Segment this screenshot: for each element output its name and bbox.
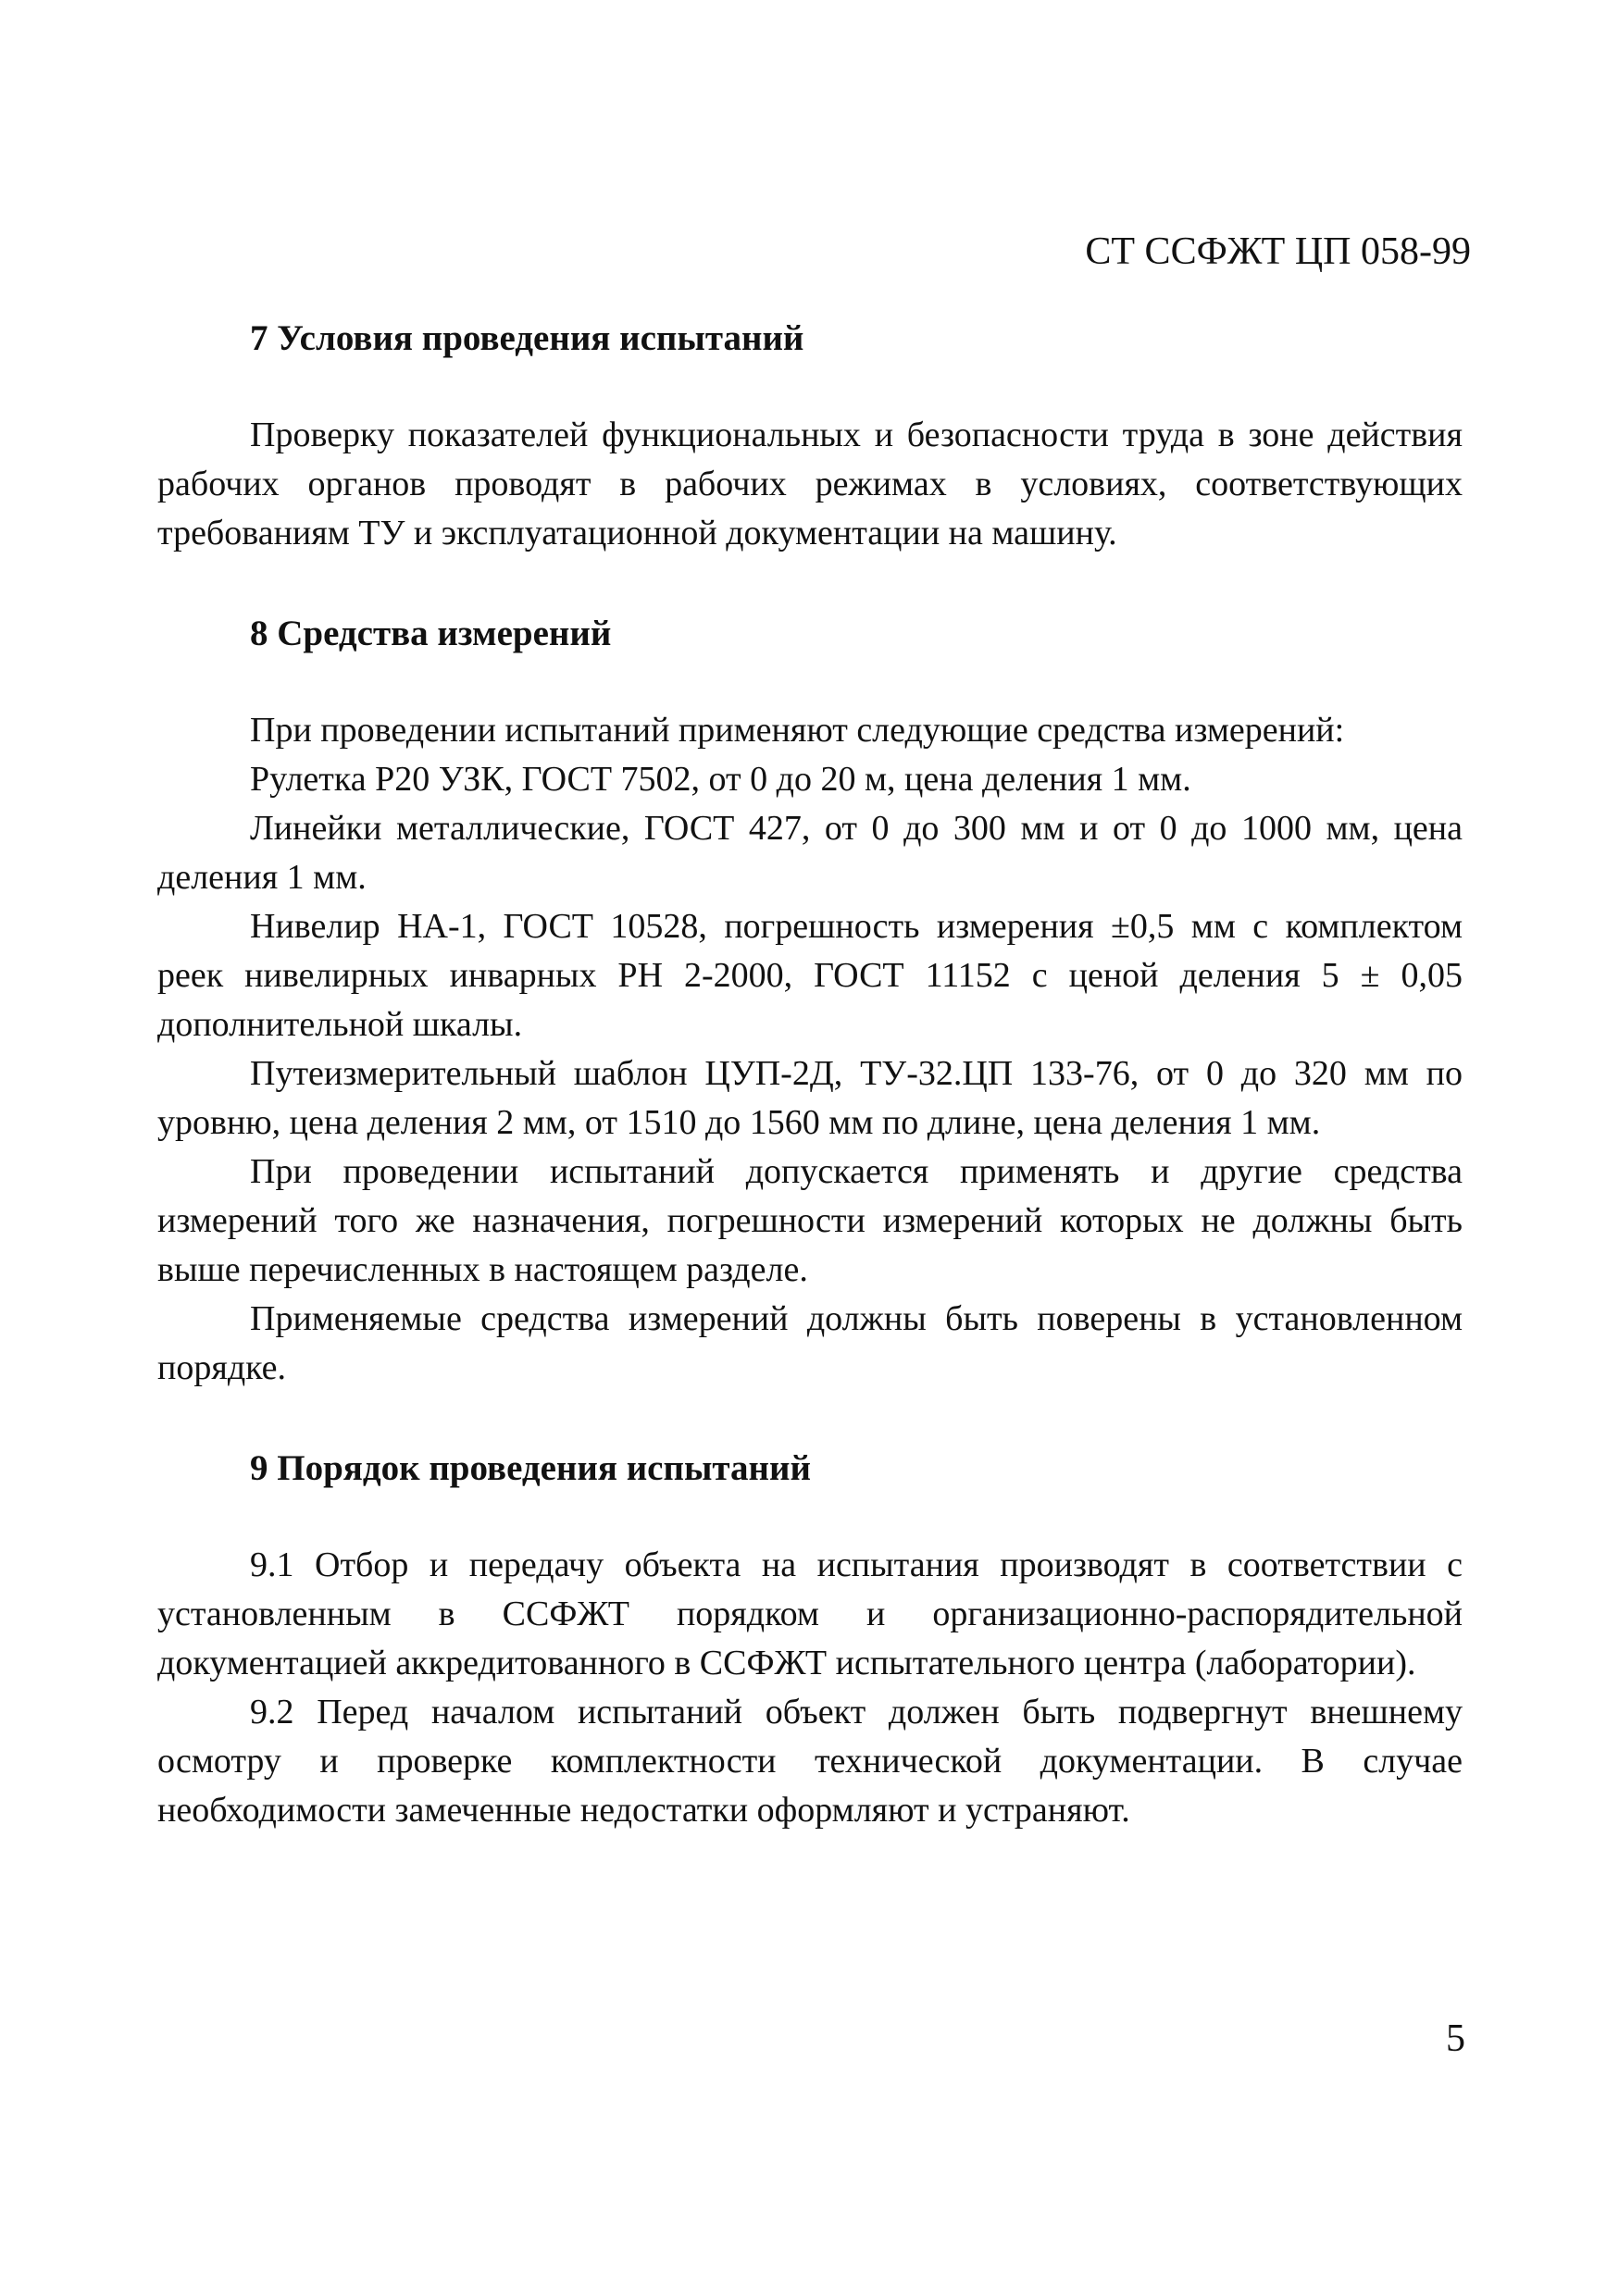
section-8 bbox=[157, 610, 1463, 1393]
paragraph: Путеизмерительный шаблон ЦУП-2Д, ТУ-32.ЦП 133-76, от 0 до 320 мм по уровню, цена деления 2 мм, от 1510 до 1560 мм по длине, цена деления 1 мм. bbox=[157, 1054, 1463, 1142]
paragraph: Применяемые средства измерений должны быть поверены в установленном порядке. bbox=[157, 1299, 1463, 1387]
paragraph: При проведении испытаний допускается применять и другие средства измерений того же назначения, погрешности измерений которых не должны быть выше перечисленных в настоящем разделе. bbox=[157, 1152, 1463, 1289]
section-heading: 8 Средства измерений bbox=[250, 614, 612, 653]
paragraph: Нивелир НА-1, ГОСТ 10528, погрешность измерения ±0,5 мм с комплектом реек нивелирных инварных РН 2-2000, ГОСТ 11152 с ценой деления 5 ± 0,05 дополнительной шкалы. bbox=[157, 907, 1463, 1044]
page-number: 5 bbox=[1446, 2017, 1465, 2060]
paragraph: Проверку показателей функциональных и безопасности труда в зоне действия рабочих органов проводят в рабочих режимах в условиях, соответствующих требованиям ТУ и эксплуатационной документации на машину. bbox=[157, 416, 1463, 552]
document-body bbox=[157, 315, 1463, 1835]
paragraph: Линейки металлические, ГОСТ 427, от 0 до 300 мм и от 0 до 1000 мм, цена деления 1 мм. bbox=[157, 809, 1463, 897]
section-heading: 7 Условия проведения испытаний bbox=[250, 318, 804, 358]
paragraph: Рулетка Р20 УЗК, ГОСТ 7502, от 0 до 20 м, цена деления 1 мм. bbox=[250, 760, 1191, 799]
section-9 bbox=[157, 1445, 1463, 1835]
paragraph: 9.1 Отбор и передачу объекта на испытания производят в соответствии с установленным в ССФЖТ порядком и организационно-распорядительной документацией аккредитованного в ССФЖТ испытательного центра (лаборатории). bbox=[157, 1545, 1463, 1682]
paragraph: 9.2 Перед началом испытаний объект должен быть подвергнут внешнему осмотру и проверке комплектности технической документации. В случае необходимости замеченные недостатки оформляют и устраняют. bbox=[157, 1693, 1463, 1830]
section-heading: 9 Порядок проведения испытаний bbox=[250, 1448, 811, 1488]
paragraph: При проведении испытаний применяют следующие средства измерений: bbox=[250, 711, 1345, 750]
section-7 bbox=[157, 315, 1463, 558]
document-code: СТ ССФЖТ ЦП 058-99 bbox=[1085, 230, 1471, 273]
